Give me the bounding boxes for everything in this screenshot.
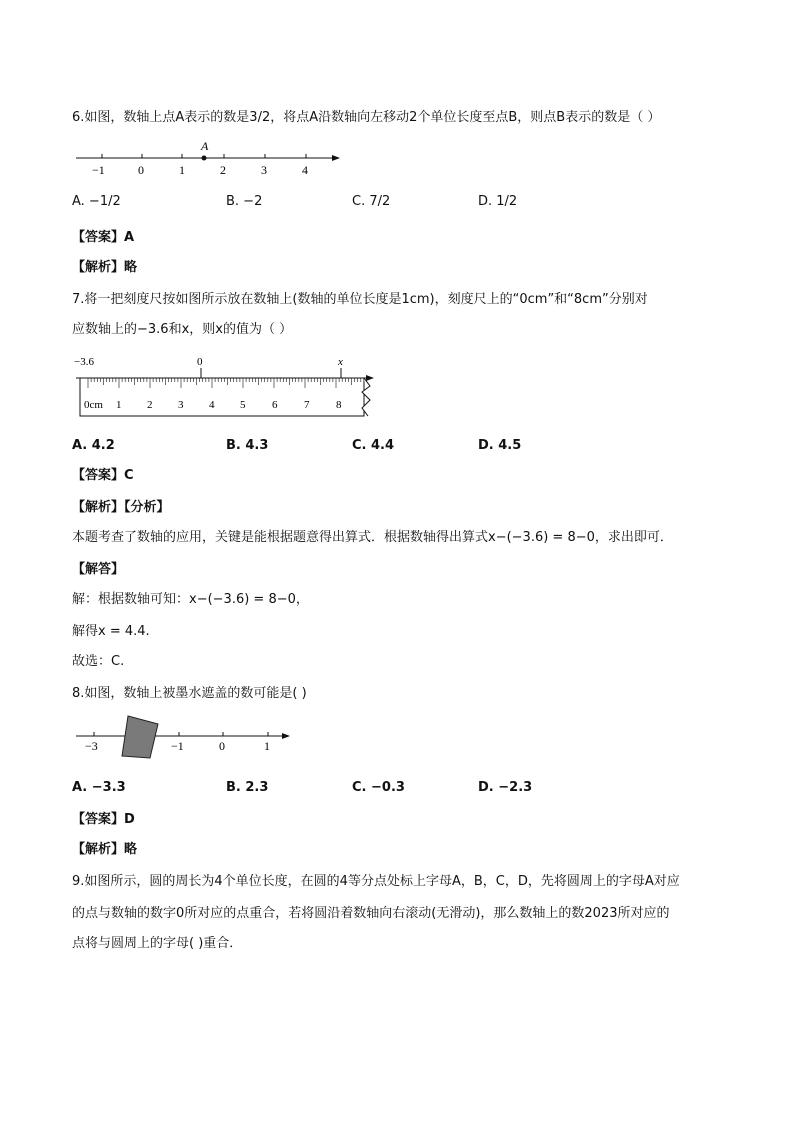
q8-number-line bbox=[72, 712, 302, 762]
q6-tick-label: 0 bbox=[138, 163, 144, 177]
q6-analysis: 【解析】略 bbox=[72, 260, 138, 275]
q7-top-label: 0 bbox=[197, 356, 203, 368]
q6-number-line bbox=[72, 140, 352, 180]
q7-option-a: A. 4.2 bbox=[72, 438, 115, 453]
q9-text-line2: 的点与数轴的数字0所对应的点重合，若将圆沿着数轴向右滚动(无滑动)，那么数轴上的数2023所对应的 bbox=[72, 906, 670, 921]
q9-text-line3: 点将与圆周上的字母( )重合． bbox=[72, 936, 243, 951]
q7-ruler-number: 2 bbox=[147, 399, 153, 411]
q8-option-d: D. −2.3 bbox=[478, 780, 533, 795]
q7-top-label: −3.6 bbox=[74, 356, 94, 368]
q7-ruler-number: 4 bbox=[209, 399, 215, 411]
q6-option-c: C. 7/2 bbox=[352, 194, 391, 209]
q8-answer: 【答案】D bbox=[72, 812, 135, 827]
q6-option-b: B. −2 bbox=[226, 194, 263, 209]
q6-point-a bbox=[202, 156, 207, 161]
q6-tick-label: 3 bbox=[261, 163, 267, 177]
q6-option-d: D. 1/2 bbox=[478, 194, 518, 209]
q7-text-line1: 7.将一把刻度尺按如图所示放在数轴上(数轴的单位长度是1cm)，刻度尺上的“0cm”和“8cm”分别对 bbox=[72, 292, 648, 307]
q8-tick-label: 0 bbox=[219, 739, 225, 753]
q7-ruler-number: 5 bbox=[240, 399, 246, 411]
q7-analysis-text: 本题考查了数轴的应用，关键是能根据题意得出算式．根据数轴得出算式x−(−3.6) = 8−0，求出即可． bbox=[72, 530, 673, 545]
q7-solution-line: 解：根据数轴可知：x−(−3.6) = 8−0， bbox=[72, 592, 309, 607]
q8-tick-label: 1 bbox=[264, 739, 270, 753]
q7-ruler-number: 3 bbox=[178, 399, 184, 411]
q6-tick-label: −1 bbox=[92, 163, 105, 177]
q6-option-a: A. −1/2 bbox=[72, 194, 121, 209]
q8-text: 8.如图，数轴上被墨水遮盖的数可能是( ) bbox=[72, 686, 307, 701]
q7-option-d: D. 4.5 bbox=[478, 438, 522, 453]
q7-top-label: x bbox=[338, 356, 343, 368]
q7-ruler-number: 1 bbox=[116, 399, 122, 411]
q8-tick-label: −1 bbox=[171, 739, 184, 753]
q7-ruler-number: 0cm bbox=[84, 399, 103, 411]
q6-tick-label: 2 bbox=[220, 163, 226, 177]
q6-text: 6.如图，数轴上点A表示的数是3/2，将点A沿数轴向左移动2个单位长度至点B，则点B表示的数是（ ） bbox=[72, 110, 661, 125]
q6-tick-label: 4 bbox=[302, 163, 308, 177]
q7-text-line2: 应数轴上的−3.6和x，则x的值为（ ） bbox=[72, 322, 293, 337]
q6-tick-label: 1 bbox=[179, 163, 185, 177]
q7-analysis-title: 【解析】【分析】 bbox=[72, 500, 170, 515]
q6-point-label: A bbox=[201, 140, 209, 153]
q8-tick-label: −3 bbox=[85, 739, 98, 753]
q7-solution-title: 【解答】 bbox=[72, 562, 125, 577]
q7-option-c: C. 4.4 bbox=[352, 438, 395, 453]
q7-solution-line: 解得x = 4.4. bbox=[72, 624, 150, 639]
q8-analysis: 【解析】略 bbox=[72, 842, 138, 857]
q7-ruler-figure bbox=[72, 350, 382, 422]
ink-blot bbox=[122, 716, 158, 758]
q8-option-a: A. −3.3 bbox=[72, 780, 126, 795]
q7-ruler-number: 6 bbox=[272, 399, 278, 411]
q8-option-b: B. 2.3 bbox=[226, 780, 269, 795]
q7-option-b: B. 4.3 bbox=[226, 438, 269, 453]
q7-ruler-number: 8 bbox=[336, 399, 342, 411]
q8-option-c: C. −0.3 bbox=[352, 780, 405, 795]
q7-solution-line: 故选：C. bbox=[72, 654, 125, 669]
q7-answer: 【答案】C bbox=[72, 468, 134, 483]
q7-ruler-number: 7 bbox=[304, 399, 310, 411]
q6-answer: 【答案】A bbox=[72, 230, 135, 245]
q9-text-line1: 9.如图所示，圆的周长为4个单位长度，在圆的4等分点处标上字母A，B，C，D，先将圆周上的字母A对应 bbox=[72, 874, 680, 889]
